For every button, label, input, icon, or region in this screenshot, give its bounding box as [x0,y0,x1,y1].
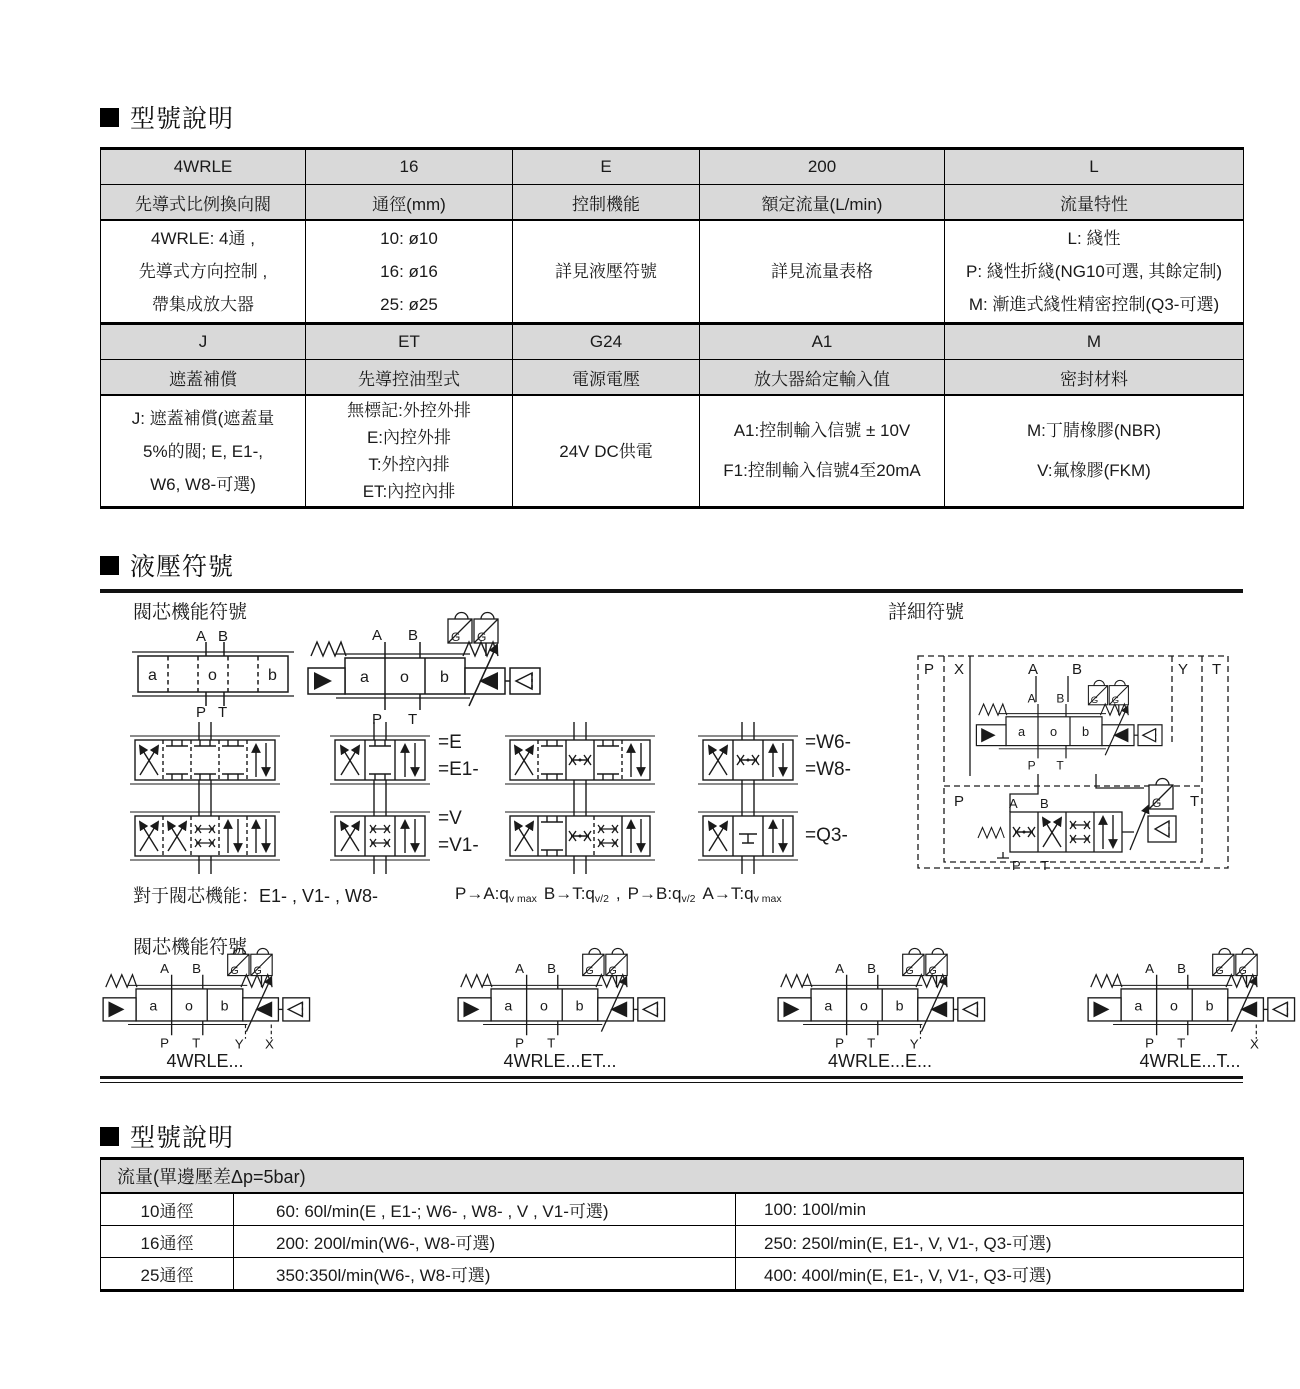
spool-symbols-title: 閥芯機能符號 [133,602,248,623]
desc-cell: A1:控制輸入信號 ± 10V F1:控制輸入信號4至20mA [700,395,945,508]
svg-text:B: B [1072,661,1083,678]
desc-cell: 4WRLE: 4通 , 先導式方向控制 , 帶集成放大器 [101,220,306,324]
label-cell: 控制機能 [513,185,700,221]
flow-size-cell: 16通徑 [101,1226,234,1258]
flow-value-cell: 400: 400l/min(E, E1-, V, V1-, Q3-可選) [736,1258,1244,1291]
label-cell: 額定流量(L/min) [700,185,945,221]
spool-label-q3: =Q3- [805,825,848,846]
desc-cell: 10: ø10 16: ø16 25: ø25 [306,220,513,324]
spool-symbol-long-3 [130,798,280,874]
desc-cell: J: 遮蓋補償(遮蓋量 5%的閥; E, E1-, W6, W8-可選) [101,395,306,508]
spool-label-v: =V =V1- [438,808,479,856]
code-cell: J [101,324,306,360]
section-title-model-2 [100,1118,234,1154]
code-cell: M [945,324,1244,360]
svg-text:X: X [1250,1036,1259,1052]
code-cell: G24 [513,324,700,360]
label-cell: 先導控油型式 [306,360,513,396]
code-cell: L [945,149,1244,185]
svg-text:Y: Y [909,1036,919,1052]
svg-text:T: T [1041,858,1049,873]
svg-text:P: P [1012,858,1021,873]
desc-cell: 詳見液壓符號 [513,220,700,324]
code-cell: 200 [700,149,945,185]
valve-name-3: 4WRLE...E... [827,1051,933,1071]
label-cell: 流量特性 [945,185,1244,221]
section-title-text: 型號說明 [130,105,235,133]
spool-symbol-v [330,798,430,874]
section-divider-double [100,1076,1243,1083]
svg-text:X: X [265,1036,274,1052]
section-title-model-1 [100,99,234,135]
svg-text:X: X [954,661,965,678]
section-title-hydraulic [100,547,234,583]
desc-cell: 詳見流量表格 [700,220,945,324]
spool-symbol-w [698,722,798,798]
spool-symbols-title-2: 閥芯機能符號 [133,937,248,958]
code-cell: E [513,149,700,185]
valve-symbol-4wrle-t [1081,948,1299,1053]
section-divider [100,589,1243,593]
model-code-table [100,147,1244,509]
code-cell: ET [306,324,513,360]
code-cell: A1 [700,324,945,360]
code-cell: 4WRLE [101,149,306,185]
label-cell: 通徑(mm) [306,185,513,221]
svg-text:A: A [1009,796,1018,811]
spool-symbol-long-4 [505,798,655,874]
flow-value-cell: 200: 200l/min(W6-, W8-可選) [234,1226,736,1258]
svg-text:T: T [1212,661,1222,678]
valve-name-2: 4WRLE...ET... [503,1051,617,1071]
desc-cell: 無標記:外控外排 E:內控外排 T:外控內排 ET:內控內排 [306,395,513,508]
spool-symbol-q3 [698,798,798,874]
label-cell: 先導式比例換向閥 [101,185,306,221]
valve-symbol-4wrle-e [771,948,989,1053]
spool-label-w: =W6- =W8- [805,732,851,780]
plain-spool-valve-symbol [128,630,303,720]
section-marker-icon [100,556,119,575]
flow-formula: P→A:q v max B→T:q v/2 , P→B:q v/2 A→T:q v max [455,884,782,905]
spool-symbol-long-1 [130,722,280,798]
pilot-valve-symbol-top [300,612,545,730]
flow-value-cell: 60: 60l/min(E , E1-; W6- , W8- , V , V1-可選) [234,1193,736,1226]
label-cell: 電源電壓 [513,360,700,396]
svg-text:Y: Y [1178,661,1189,678]
svg-text:P: P [924,661,935,678]
flow-rate-table [100,1157,1244,1292]
svg-text:A: A [1028,661,1039,678]
spool-symbol-e [330,722,430,798]
label-cell: 遮蓋補償 [101,360,306,396]
flow-size-cell: 25通徑 [101,1258,234,1291]
code-cell: 16 [306,149,513,185]
flow-value-cell: 100: 100l/min [736,1193,1244,1226]
label-cell: 放大器給定輸入值 [700,360,945,396]
svg-text:T: T [1190,793,1200,810]
flow-value-cell: 350:350l/min(W6-, W8-可選) [234,1258,736,1291]
desc-cell: M:丁腈橡膠(NBR) V:氟橡膠(FKM) [945,395,1244,508]
svg-text:Y: Y [234,1036,244,1052]
valve-symbol-4wrle [96,948,314,1053]
flow-size-cell: 10通徑 [101,1193,234,1226]
valve-name-4: 4WRLE...T... [1139,1051,1241,1071]
flow-value-cell: 250: 250l/min(E, E1-, V, V1-, Q3-可選) [736,1226,1244,1258]
svg-text:B: B [1040,796,1049,811]
section-title-text: 液壓符號 [130,553,235,581]
valve-symbol-4wrle-et [451,948,669,1053]
detail-symbol-title: 詳細符號 [888,602,965,623]
section-title-text: 型號說明 [130,1124,235,1152]
valve-name-1: 4WRLE... [166,1051,244,1071]
section-marker-icon [100,108,119,127]
flow-table-header: 流量(單邊壓差Δp=5bar) [101,1159,1244,1194]
detailed-symbol-diagram [910,636,1240,876]
label-cell: 密封材料 [945,360,1244,396]
section-marker-icon [100,1127,119,1146]
desc-cell: L: 綫性 P: 綫性折綫(NG10可選, 其餘定制) M: 漸進式綫性精密控制(Q3-可選) [945,220,1244,324]
svg-text:P: P [954,793,965,810]
spool-symbol-long-2 [505,722,655,798]
desc-cell: 24V DC供電 [513,395,700,508]
spool-note: 對于閥芯機能：E1- , V1- , W8- [133,886,379,906]
spool-label-e: =E =E1- [438,732,479,780]
